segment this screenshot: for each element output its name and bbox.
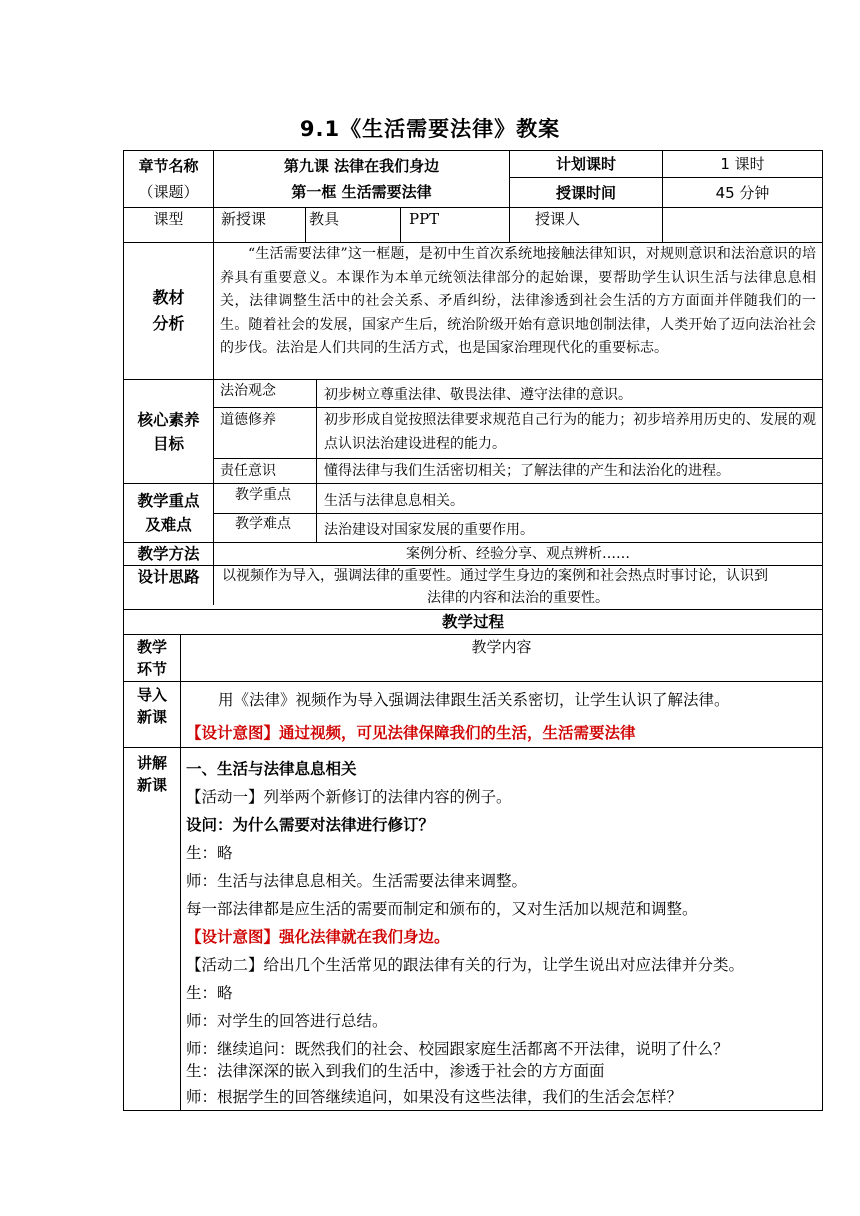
chapter-label: 章节名称 <box>138 157 199 175</box>
new-label-2: 新课 <box>136 776 167 794</box>
content-label: 教学内容 <box>471 638 532 656</box>
plan-hours-label: 计划课时 <box>555 155 616 173</box>
literacy-label-1: 核心素养 <box>137 410 200 429</box>
section-heading: 一、生活与法律息息相关 <box>186 760 357 778</box>
teacher-line-3: 师：继续追问：既然我们的社会、校园跟家庭生活都离不开法律，说明了什么？ <box>186 1040 729 1058</box>
analysis-label-cell <box>124 243 213 379</box>
design-text-line1: 以视频作为导入，强调法律的重要性。通过学生身边的案例和社会热点时事讨论，认识到 <box>222 568 768 584</box>
methods-label: 教学方法 <box>137 545 200 563</box>
chapter-label-cell <box>124 151 213 207</box>
type-label: 课型 <box>153 210 184 228</box>
literacy-name-3: 责任意识 <box>220 463 276 479</box>
teacher-label: 授课人 <box>535 210 581 228</box>
chapter-label-sub: （课题） <box>138 183 199 201</box>
keypoint-name-1: 教学重点 <box>235 487 291 503</box>
new-label-cell <box>124 751 180 797</box>
lesson-title: 第九课 法律在我们身边 <box>283 157 440 175</box>
keypoint-text-1: 生活与法律息息相关。 <box>324 493 464 509</box>
intro-text: 用《法律》视频作为导入强调法律跟生活关系密切，让学生认识了解法律。 <box>218 691 730 709</box>
body-line-every-law: 每一部法律都是应生活的需要而制定和颁布的，又对生活加以规范和调整。 <box>186 900 698 918</box>
plan-hours-value: 1 课时 <box>720 155 765 173</box>
intro-label-cell <box>124 683 180 729</box>
literacy-name-1: 法治观念 <box>220 383 276 399</box>
literacy-text-1: 初步树立尊重法律、敬畏法律、遵守法律的意识。 <box>324 387 632 403</box>
methods-text: 案例分析、经验分享、观点辨析…… <box>406 545 630 562</box>
keypoint-text-2: 法治建设对国家发展的重要作用。 <box>324 522 534 538</box>
design-text-line2: 法律的内容和法治的重要性。 <box>427 590 609 606</box>
keypoints-label-cell <box>124 484 213 542</box>
tools-label: 教具 <box>309 210 340 228</box>
analysis-label-2: 分析 <box>152 314 185 333</box>
student-reply-3: 生：法律深深的嵌入到我们的生活中，渗透于社会的方方面面 <box>186 1062 605 1080</box>
teacher-line-4: 师：根据学生的回答继续追问，如果没有这些法律，我们的生活会怎样？ <box>186 1088 683 1106</box>
keypoints-label-2: 及难点 <box>145 516 192 534</box>
literacy-label-cell <box>124 380 213 483</box>
process-title: 教学过程 <box>441 613 504 631</box>
student-reply-1: 生：略 <box>186 844 233 862</box>
literacy-name-2: 道德修养 <box>220 412 276 428</box>
teacher-line-2: 师：对学生的回答进行总结。 <box>186 1012 388 1030</box>
design-label: 设计思路 <box>137 568 200 586</box>
chapter-title-cell <box>214 151 509 207</box>
literacy-text-2: 初步形成自觉按照法律要求规范自己行为的能力；初步培养用历史的、发展的观点认识法治建设进程的能力。 <box>324 412 816 452</box>
type-value: 新授课 <box>221 210 267 228</box>
stage-label-cell <box>124 635 180 681</box>
teacher-line-1: 师：生活与法律息息相关。生活需要法律来调整。 <box>186 872 528 890</box>
intro-design-intent: 【设计意图】通过视频，可见法律保障我们的生活，生活需要法律 <box>186 724 636 742</box>
section-title: 第一框 生活需要法律 <box>291 183 432 201</box>
design-intent-1: 【设计意图】强化法律就在我们身边。 <box>186 928 450 946</box>
literacy-label-2: 目标 <box>152 434 184 453</box>
stage-label-2: 环节 <box>136 660 167 678</box>
activity-two: 【活动二】给出几个生活常见的跟法律有关的行为，让学生说出对应法律并分类。 <box>186 956 745 974</box>
stage-label-1: 教学 <box>136 638 167 656</box>
question-one: 设问：为什么需要对法律进行修订？ <box>186 816 435 834</box>
tools-value: PPT <box>409 210 440 228</box>
keypoint-name-2: 教学难点 <box>235 516 291 532</box>
page-title: 9.1《生活需要法律》教案 <box>299 117 561 141</box>
new-label-1: 讲解 <box>136 754 167 772</box>
analysis-label-1: 教材 <box>152 288 185 307</box>
analysis-text: “生活需要法律”这一框题，是初中生首次系统地接触法律知识，对规则意识和法治意识的培养具有重要意义。本课作为本单元统领法律部分的起始课，要帮助学生认识生活与法律息息相关，法律调整生活中的社会关系、矛盾纠纷，法律渗透到社会生活的方方面面并伴随我们的一生。随着社会的发展，国家产生后，统治阶级开始有意识地创制法律，人类开始了迈向法治社会的步伐。法治是人们共同的生活方式，也是国家治理现代化的重要标志。 <box>220 246 816 356</box>
intro-label-1: 导入 <box>136 686 167 704</box>
keypoints-label-1: 教学重点 <box>137 492 200 510</box>
student-reply-2: 生：略 <box>186 984 233 1002</box>
teach-time-label: 授课时间 <box>555 183 616 202</box>
intro-label-2: 新课 <box>136 708 167 726</box>
activity-one: 【活动一】列举两个新修订的法律内容的例子。 <box>186 788 512 806</box>
teach-time-value: 45 分钟 <box>715 183 770 202</box>
literacy-text-3: 懂得法律与我们生活密切相关；了解法律的产生和法治化的进程。 <box>324 463 730 479</box>
